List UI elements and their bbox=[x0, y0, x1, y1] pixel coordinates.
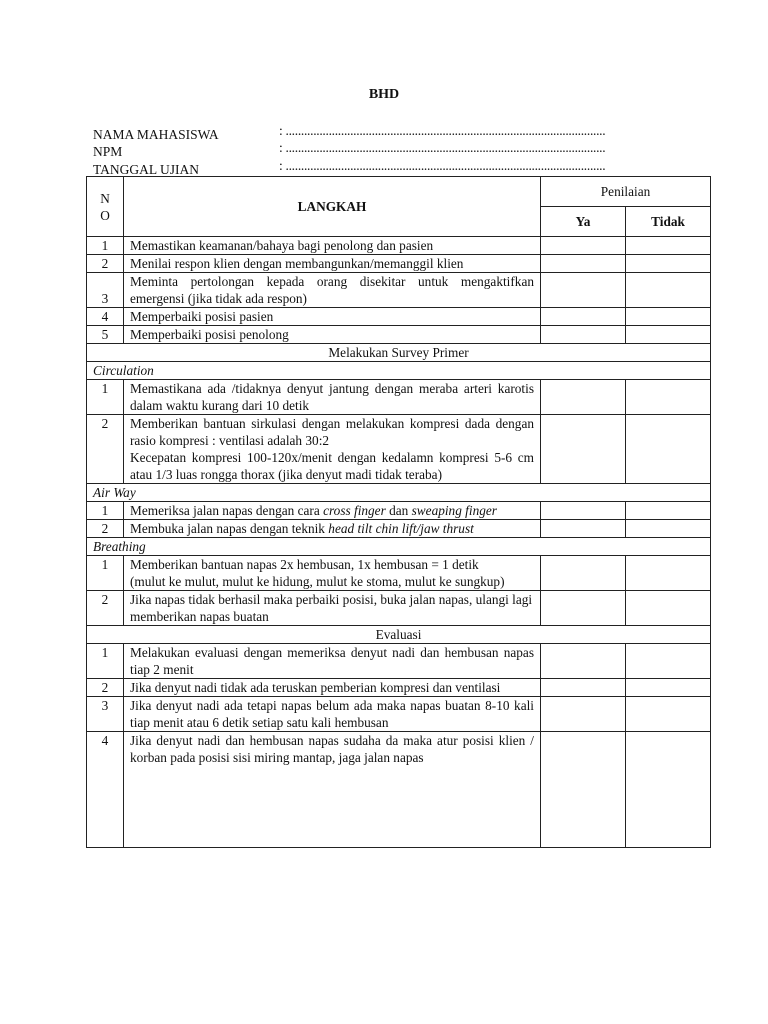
row-no: 2 bbox=[87, 520, 124, 538]
section-title-circulation: Circulation bbox=[87, 362, 711, 380]
table-row bbox=[87, 380, 711, 415]
table-row bbox=[87, 415, 711, 484]
header-tidak: Tidak bbox=[626, 207, 711, 237]
row-step-text: Memeriksa jalan napas dengan cara bbox=[130, 503, 324, 518]
section-row-circulation bbox=[87, 362, 711, 380]
section-row-evaluasi bbox=[87, 626, 711, 644]
header-ya: Ya bbox=[541, 207, 626, 237]
table-row bbox=[87, 520, 711, 538]
ya-cell[interactable] bbox=[541, 679, 626, 697]
tidak-cell[interactable] bbox=[626, 502, 711, 520]
header-langkah: LANGKAH bbox=[124, 177, 541, 237]
info-value: : ........................................................................................................ bbox=[279, 140, 606, 155]
row-step-emphasis: cross finger bbox=[323, 503, 386, 518]
document-title: BHD bbox=[368, 87, 400, 102]
row-step-emphasis: sweaping finger bbox=[411, 503, 497, 518]
row-no: 1 bbox=[87, 237, 124, 255]
row-step-line: Kecepatan kompresi 100-120x/menit dengan kedalamn kompresi 5-6 cm atau 1/3 luas rongga thorax (jika denyut madi tidak teraba) bbox=[130, 450, 534, 482]
ya-cell[interactable] bbox=[541, 237, 626, 255]
info-row-tanggal bbox=[93, 157, 639, 178]
row-step bbox=[124, 415, 541, 484]
ya-cell[interactable] bbox=[541, 644, 626, 679]
row-step: Jika denyut nadi tidak ada teruskan pemberian kompresi dan ventilasi bbox=[124, 679, 541, 697]
section-title-breathing: Breathing bbox=[87, 538, 711, 556]
ya-cell[interactable] bbox=[541, 273, 626, 308]
row-step: Memperbaiki posisi penolong bbox=[124, 326, 541, 344]
tidak-cell[interactable] bbox=[626, 308, 711, 326]
ya-cell[interactable] bbox=[541, 255, 626, 273]
row-no: 2 bbox=[87, 679, 124, 697]
ya-cell[interactable] bbox=[541, 556, 626, 591]
tidak-cell[interactable] bbox=[626, 237, 711, 255]
tidak-cell[interactable] bbox=[626, 556, 711, 591]
tidak-cell[interactable] bbox=[626, 326, 711, 344]
section-title-airway: Air Way bbox=[87, 484, 711, 502]
tidak-cell[interactable] bbox=[626, 644, 711, 679]
row-no: 1 bbox=[87, 556, 124, 591]
tidak-cell[interactable] bbox=[626, 697, 711, 732]
row-step-line: (mulut ke mulut, mulut ke hidung, mulut ke stoma, mulut ke sungkup) bbox=[130, 574, 505, 589]
info-label: TANGGAL UJIAN bbox=[93, 162, 200, 177]
table-row bbox=[87, 237, 711, 255]
row-no: 4 bbox=[87, 732, 124, 848]
row-step bbox=[124, 556, 541, 591]
ya-cell[interactable] bbox=[541, 380, 626, 415]
info-label: NAMA MAHASISWA bbox=[93, 127, 219, 142]
row-no: 2 bbox=[87, 255, 124, 273]
row-no: 1 bbox=[87, 502, 124, 520]
header-no-line1: N bbox=[100, 190, 110, 206]
ya-cell[interactable] bbox=[541, 520, 626, 538]
info-label: NPM bbox=[93, 144, 123, 159]
row-step-text: Membuka jalan napas dengan teknik bbox=[130, 521, 329, 536]
row-step: Jika denyut nadi dan hembusan napas sudaha da maka atur posisi klien / korban pada posisi sisi miring mantap, jaga jalan napas bbox=[124, 732, 541, 848]
row-step-emphasis: head tilt chin lift/jaw thrust bbox=[328, 521, 474, 536]
table-row bbox=[87, 273, 711, 308]
table-row bbox=[87, 556, 711, 591]
tidak-cell[interactable] bbox=[626, 273, 711, 308]
tidak-cell[interactable] bbox=[626, 520, 711, 538]
table-row bbox=[87, 644, 711, 679]
assessment-table bbox=[86, 176, 711, 848]
ya-cell[interactable] bbox=[541, 415, 626, 484]
row-no: 1 bbox=[87, 644, 124, 679]
ya-cell[interactable] bbox=[541, 502, 626, 520]
ya-cell[interactable] bbox=[541, 326, 626, 344]
table-row bbox=[87, 326, 711, 344]
row-step-line: Memberikan bantuan sirkulasi dengan melakukan kompresi dada dengan rasio kompresi : ventilasi adalah 30:2 bbox=[130, 416, 534, 448]
tidak-cell[interactable] bbox=[626, 732, 711, 848]
row-step-text: dan bbox=[385, 503, 412, 518]
tidak-cell[interactable] bbox=[626, 679, 711, 697]
row-step-line: Memberikan bantuan napas 2x hembusan, 1x hembusan = 1 detik bbox=[130, 557, 479, 572]
row-no: 3 bbox=[87, 697, 124, 732]
tidak-cell[interactable] bbox=[626, 591, 711, 626]
tidak-cell[interactable] bbox=[626, 415, 711, 484]
tidak-cell[interactable] bbox=[626, 255, 711, 273]
section-row-breathing bbox=[87, 538, 711, 556]
row-step: Memastikana ada /tidaknya denyut jantung dengan meraba arteri karotis dalam waktu kurang dari 10 detik bbox=[124, 380, 541, 415]
table-row bbox=[87, 255, 711, 273]
ya-cell[interactable] bbox=[541, 732, 626, 848]
row-step: Meminta pertolongan kepada orang disekitar untuk mengaktifkan emergensi (jika tidak ada respon) bbox=[124, 273, 541, 308]
header-no bbox=[87, 177, 124, 237]
table-row bbox=[87, 697, 711, 732]
table-row bbox=[87, 502, 711, 520]
ya-cell[interactable] bbox=[541, 591, 626, 626]
row-step: Menilai respon klien dengan membangunkan/memanggil klien bbox=[124, 255, 541, 273]
row-no: 5 bbox=[87, 326, 124, 344]
section-title-evaluasi: Evaluasi bbox=[87, 626, 711, 644]
row-step bbox=[124, 502, 541, 520]
row-no: 2 bbox=[87, 591, 124, 626]
header-penilaian: Penilaian bbox=[541, 177, 711, 207]
info-value: : ........................................................................................................ bbox=[279, 123, 606, 138]
info-value: : ........................................................................................................ bbox=[279, 158, 606, 173]
table-row bbox=[87, 679, 711, 697]
row-no: 2 bbox=[87, 415, 124, 484]
row-step: Jika denyut nadi ada tetapi napas belum ada maka napas buatan 8-10 kali tiap menit atau 6 detik setiap satu kali hembusan bbox=[124, 697, 541, 732]
row-no: 3 bbox=[87, 273, 124, 308]
row-no: 4 bbox=[87, 308, 124, 326]
section-row-airway bbox=[87, 484, 711, 502]
row-no: 1 bbox=[87, 380, 124, 415]
ya-cell[interactable] bbox=[541, 308, 626, 326]
table-row bbox=[87, 732, 711, 848]
row-step: Memperbaiki posisi pasien bbox=[124, 308, 541, 326]
row-step: Jika napas tidak berhasil maka perbaiki posisi, buka jalan napas, ulangi lagi memberikan napas buatan bbox=[124, 591, 541, 626]
section-row-survey bbox=[87, 344, 711, 362]
table-row bbox=[87, 308, 711, 326]
section-title-survey: Melakukan Survey Primer bbox=[87, 344, 711, 362]
table-row bbox=[87, 591, 711, 626]
tidak-cell[interactable] bbox=[626, 380, 711, 415]
ya-cell[interactable] bbox=[541, 697, 626, 732]
row-step bbox=[124, 520, 541, 538]
row-step: Melakukan evaluasi dengan memeriksa denyut nadi dan hembusan napas tiap 2 menit bbox=[124, 644, 541, 679]
header-no-line2: O bbox=[100, 207, 110, 223]
row-step: Memastikan keamanan/bahaya bagi penolong dan pasien bbox=[124, 237, 541, 255]
table-header-row bbox=[87, 177, 711, 207]
